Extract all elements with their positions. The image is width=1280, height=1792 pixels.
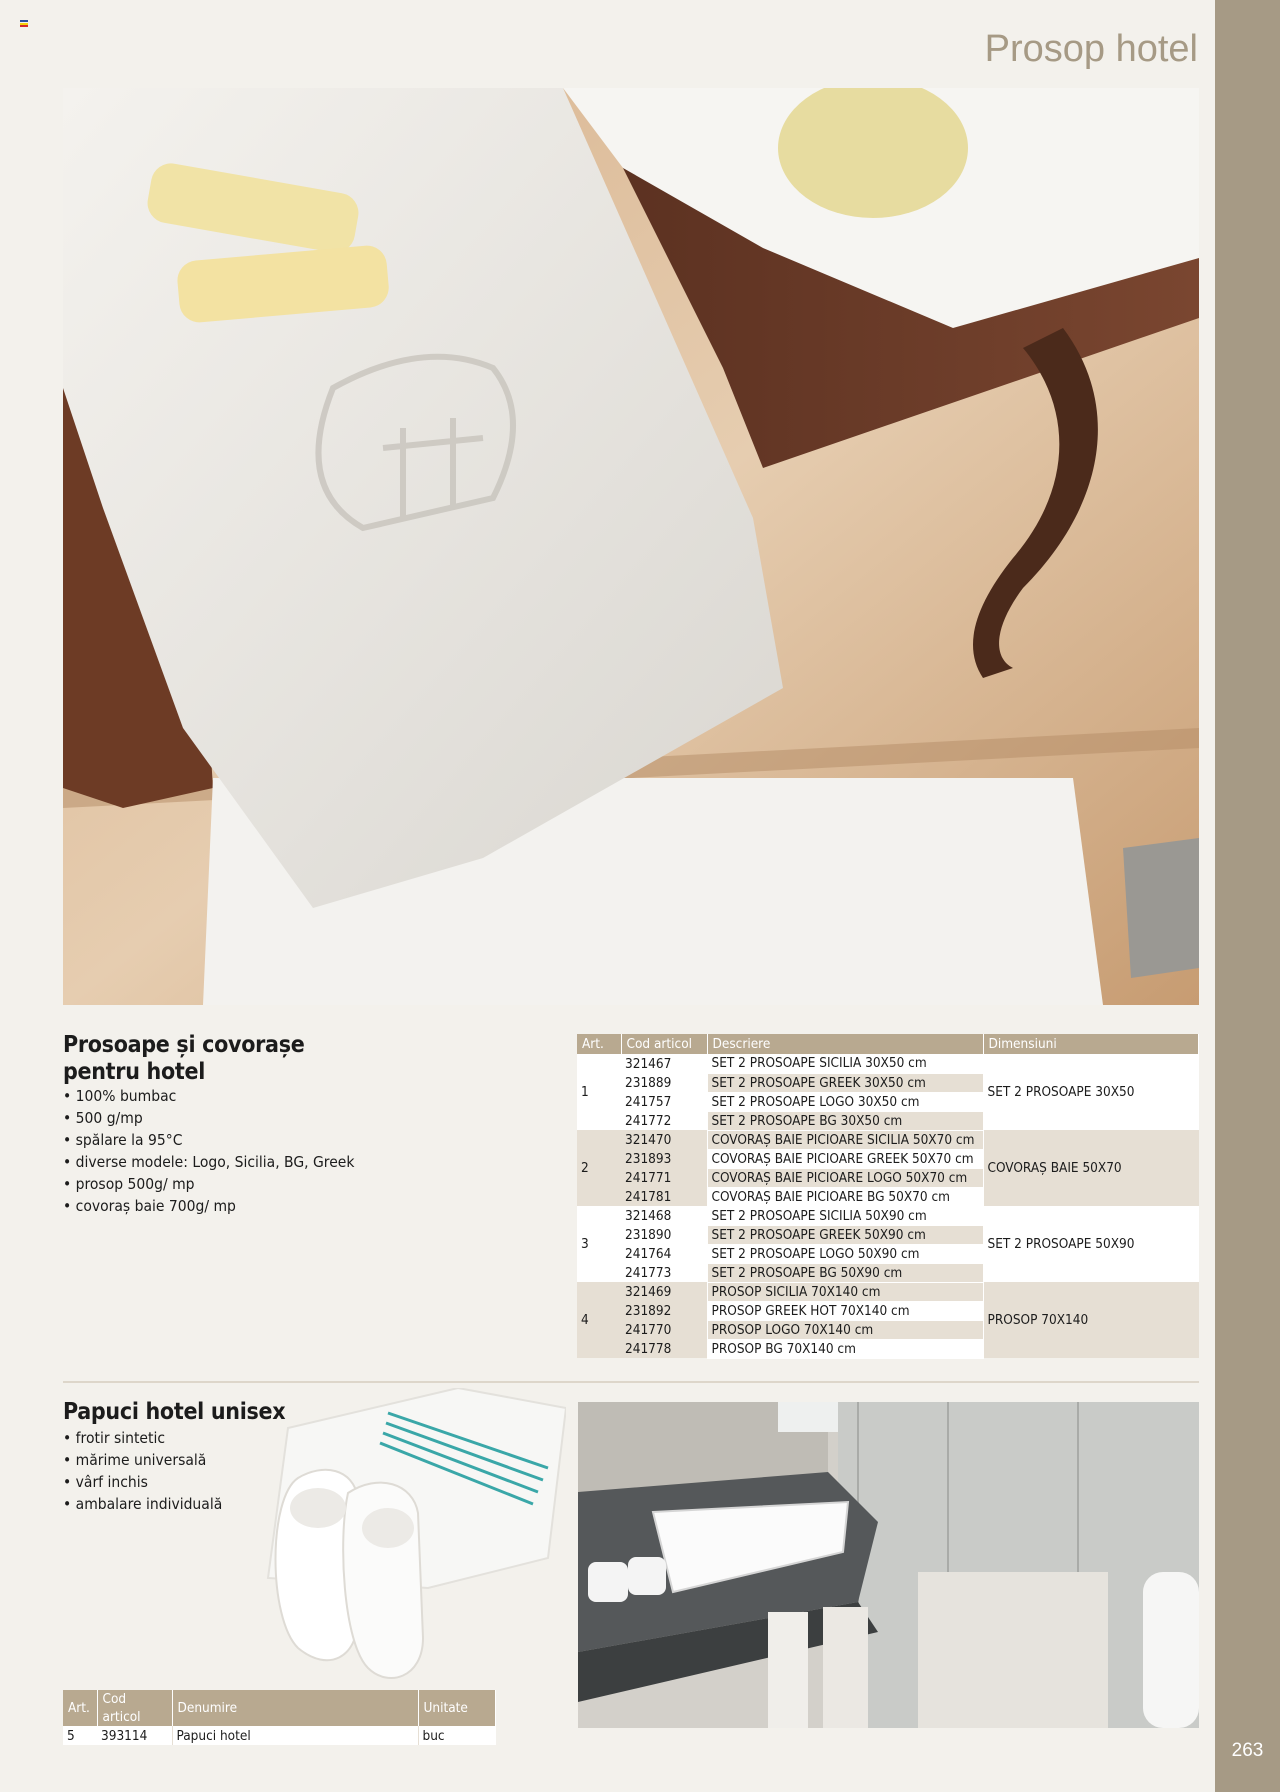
product-code: 241773 [621, 1263, 707, 1282]
slippers-features-list [63, 1427, 222, 1515]
table-row [577, 1130, 1199, 1149]
product-code: 321469 [621, 1282, 707, 1301]
table-row [577, 1206, 1199, 1225]
product-description: PROSOP LOGO 70X140 cm [707, 1320, 983, 1339]
product-description: PROSOP GREEK HOT 70X140 cm [707, 1301, 983, 1320]
flag-icon [20, 20, 28, 27]
product-description: SET 2 PROSOAPE LOGO 30X50 cm [707, 1092, 983, 1111]
col-header-code: Cod articol [97, 1690, 172, 1726]
product-code: 393114 [97, 1726, 172, 1745]
product-description: SET 2 PROSOAPE BG 30X50 cm [707, 1111, 983, 1130]
product-dimension: PROSOP 70X140 [983, 1282, 1199, 1358]
product-code: 231892 [621, 1301, 707, 1320]
towels-title-line2: pentru hotel [63, 1059, 205, 1085]
feature-item: • ambalare individuală [63, 1493, 222, 1515]
product-description: PROSOP BG 70X140 cm [707, 1339, 983, 1358]
art-number: 3 [577, 1206, 621, 1282]
product-code: 241771 [621, 1168, 707, 1187]
product-code: 241781 [621, 1187, 707, 1206]
product-description: SET 2 PROSOAPE BG 50X90 cm [707, 1263, 983, 1282]
table-row [577, 1054, 1199, 1073]
product-code: 231889 [621, 1073, 707, 1092]
table-row [577, 1282, 1199, 1301]
feature-item: • vârf inchis [63, 1471, 222, 1493]
product-code: 321470 [621, 1130, 707, 1149]
product-code: 231893 [621, 1149, 707, 1168]
slippers-title: Papuci hotel unisex [63, 1399, 286, 1425]
col-header-unit: Unitate [418, 1690, 496, 1726]
col-header-dimensions: Dimensiuni [983, 1034, 1199, 1054]
col-header-art: Art. [63, 1690, 97, 1726]
page-number: 263 [1231, 1740, 1264, 1761]
feature-item: • mărime universală [63, 1449, 222, 1471]
towels-product-table [577, 1034, 1199, 1359]
bathroom-photo [578, 1402, 1199, 1728]
slippers-product-table [63, 1690, 496, 1745]
art-number: 2 [577, 1130, 621, 1206]
product-code: 321468 [621, 1206, 707, 1225]
product-code: 241764 [621, 1244, 707, 1263]
page-title: Prosop hotel [984, 28, 1198, 70]
hero-towel-photo [63, 88, 1199, 1005]
table-row [63, 1726, 496, 1745]
product-dimension: COVORAȘ BAIE 50X70 [983, 1130, 1199, 1206]
product-dimension: SET 2 PROSOAPE 30X50 [983, 1054, 1199, 1130]
product-dimension: SET 2 PROSOAPE 50X90 [983, 1206, 1199, 1282]
product-description: SET 2 PROSOAPE GREEK 30X50 cm [707, 1073, 983, 1092]
art-number: 1 [577, 1054, 621, 1130]
col-header-description: Descriere [707, 1034, 983, 1054]
product-description: SET 2 PROSOAPE SICILIA 50X90 cm [707, 1206, 983, 1225]
page-sidebar-band [1215, 0, 1280, 1792]
art-number: 5 [63, 1726, 97, 1745]
product-code: 241757 [621, 1092, 707, 1111]
product-description: SET 2 PROSOAPE LOGO 50X90 cm [707, 1244, 983, 1263]
feature-item: • diverse modele: Logo, Sicilia, BG, Greek [63, 1151, 354, 1173]
section-divider [63, 1381, 1199, 1383]
product-code: 241772 [621, 1111, 707, 1130]
feature-item: • frotir sintetic [63, 1427, 222, 1449]
towels-features-list [63, 1085, 354, 1217]
product-code: 231890 [621, 1225, 707, 1244]
product-code: 241770 [621, 1320, 707, 1339]
product-description: COVORAȘ BAIE PICIOARE SICILIA 50X70 cm [707, 1130, 983, 1149]
towels-title [63, 1032, 304, 1086]
product-description: COVORAȘ BAIE PICIOARE BG 50X70 cm [707, 1187, 983, 1206]
feature-item: • spălare la 95°C [63, 1129, 354, 1151]
towels-title-line1: Prosoape și covorașe [63, 1032, 305, 1058]
product-description: COVORAȘ BAIE PICIOARE LOGO 50X70 cm [707, 1168, 983, 1187]
feature-item: • 500 g/mp [63, 1107, 354, 1129]
product-code: 241778 [621, 1339, 707, 1358]
feature-item: • covoraș baie 700g/ mp [63, 1195, 354, 1217]
table-header-row [577, 1034, 1199, 1054]
feature-item: • prosop 500g/ mp [63, 1173, 354, 1195]
product-code: 321467 [621, 1054, 707, 1073]
table-header-row [63, 1690, 496, 1726]
product-unit: buc [418, 1726, 496, 1745]
product-name: Papuci hotel [172, 1726, 418, 1745]
art-number: 4 [577, 1282, 621, 1358]
feature-item: • 100% bumbac [63, 1085, 354, 1107]
col-header-art: Art. [577, 1034, 621, 1054]
slippers-photo [228, 1388, 566, 1688]
col-header-name: Denumire [172, 1690, 418, 1726]
product-description: PROSOP SICILIA 70X140 cm [707, 1282, 983, 1301]
col-header-code: Cod articol [621, 1034, 707, 1054]
product-description: COVORAȘ BAIE PICIOARE GREEK 50X70 cm [707, 1149, 983, 1168]
product-description: SET 2 PROSOAPE GREEK 50X90 cm [707, 1225, 983, 1244]
product-description: SET 2 PROSOAPE SICILIA 30X50 cm [707, 1054, 983, 1073]
